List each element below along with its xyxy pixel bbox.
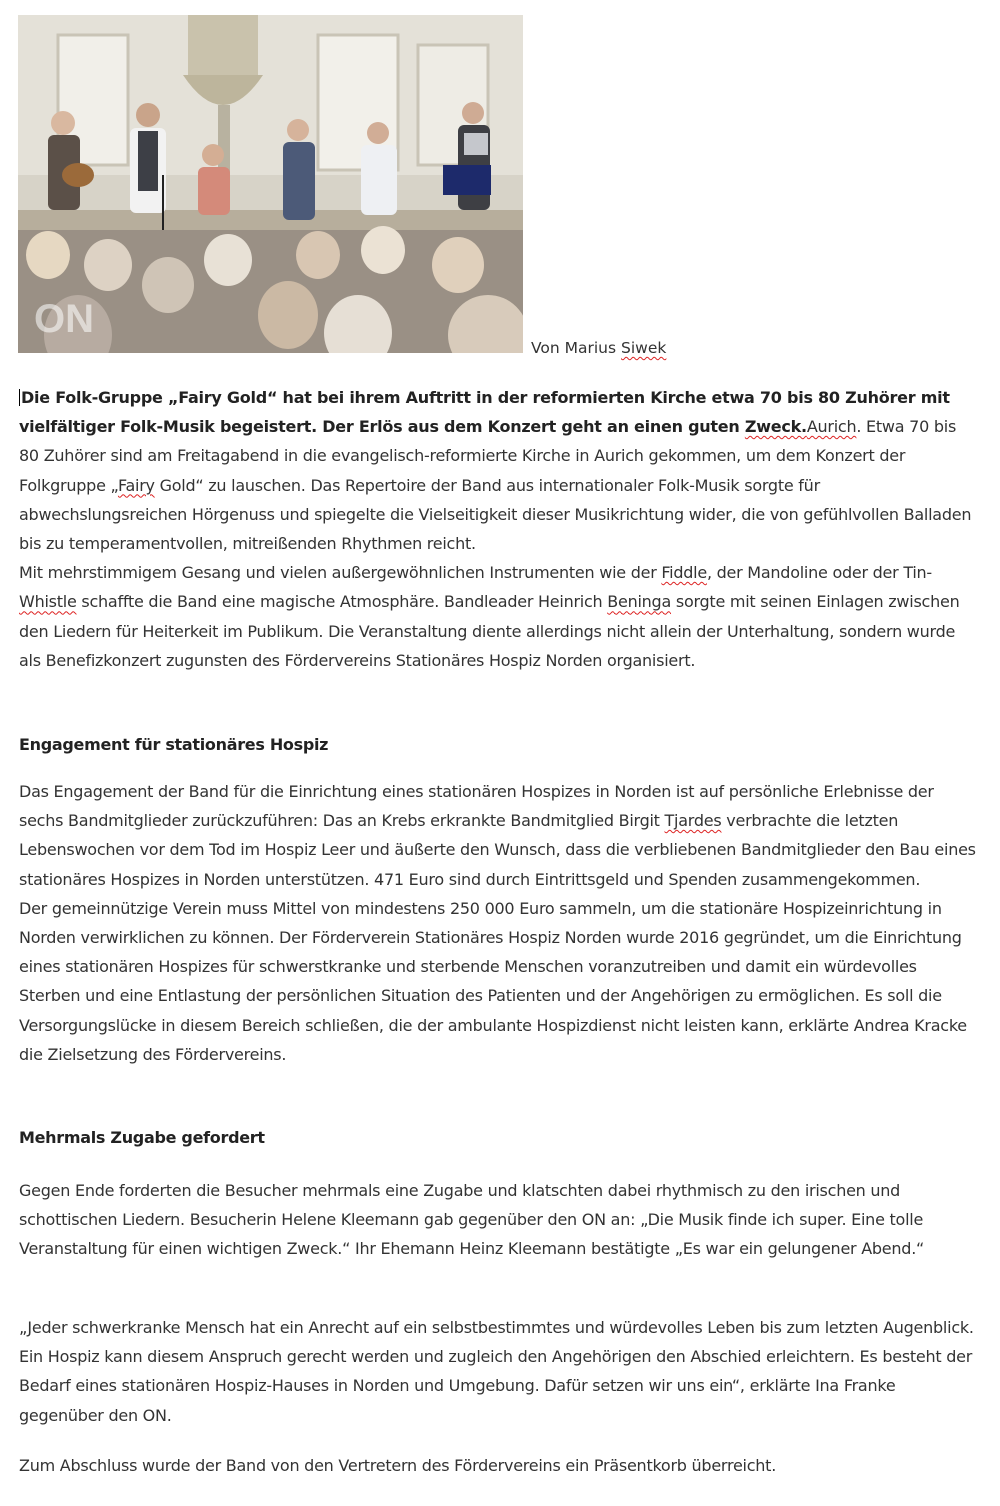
heading-zugabe: Mehrmals Zugabe gefordert <box>19 1128 265 1147</box>
text-cursor <box>19 389 20 406</box>
paragraph-engagement <box>19 777 979 1069</box>
para2-a: Mit mehrstimmigem Gesang und vielen außergewöhnlichen Instrumenten wie der <box>19 563 662 583</box>
para3-b: verbrachte die letzten Lebenswochen vor dem Tod im Hospiz Leer und äußerte den Wunsch, dass die verbliebenen Bandmitglieder den Bau eines stationäres Hospizes in Norden unterstützen. 471 Euro sind durch Eintrittsgeld und Spenden zusammengekommen. <box>19 811 976 889</box>
para2-beninga: Beninga <box>607 592 672 612</box>
para2-whistle: Whistle <box>19 592 77 612</box>
paragraph-verein: Der gemeinnützige Verein muss Mittel von mindestens 250 000 Euro sammeln, um die stationäre Hospizeinrichtung in Norden verwirklichen zu können. Der Förderverein Stationäres Hospiz Norden wurde 2016 gegründet, um die Einrichtung eines stationären Hospizes für schwerstkranke und sterbende Menschen voranzutreiben und damit ein würdevolles Sterben und eine Entlastung der persönlichen Situation des Patienten und der Angehörigen zu ermöglichen. Es soll die Versorgungslücke in diesem Bereich schließen, die der ambulante Hospizdienst nicht leisten kann, erklärte Andrea Kracke die Zielsetzung des Fördervereins. <box>19 898 967 1064</box>
lead-place: Aurich <box>806 417 857 437</box>
byline-surname: Siwek <box>621 339 667 357</box>
byline <box>531 339 666 357</box>
concert-photo <box>18 15 523 353</box>
para2-d: sorgte mit seinen Einlagen zwischen den Liedern für Heiterkeit im Publikum. Die Veranstaltung diente allerdings nicht allein der Unterhaltung, sondern wurde als Benefizkonzert zugunsten des Fördervereins Stationäres Hospiz Norden organisiert. <box>19 592 960 670</box>
para2-c: schaffte die Band eine magische Atmosphäre. Bandleader Heinrich <box>76 592 608 612</box>
lead-bold: Die Folk-Gruppe „Fairy Gold“ hat bei ihrem Auftritt in der reformierten Kirche etwa 70 bis 80 Zuhörer mit vielfältiger Folk-Musik begeistert. Der Erlös aus dem Konzert geht an einen guten <box>19 388 950 437</box>
lead-paragraph <box>19 383 979 675</box>
para7: Zum Abschluss wurde der Band von den Vertretern des Fördervereins ein Präsentkorb überreicht. <box>19 1456 777 1475</box>
lead-body-a: . Etwa 70 bis 80 Zuhörer sind am Freitagabend in die evangelisch-reformierte Kirche in Aurich gekommen, um dem Konzert der Folkgruppe „ <box>19 417 957 495</box>
paragraph-zugabe <box>19 1176 979 1264</box>
lead-bold-end: Zweck. <box>744 417 807 437</box>
para2-b: , der Mandoline oder der Tin- <box>706 563 932 583</box>
paragraph-instruments <box>19 558 979 675</box>
para5: Gegen Ende forderten die Besucher mehrmals eine Zugabe und klatschten dabei rhythmisch zu den irischen und schottischen Liedern. Besucherin Helene Kleemann gab gegenüber den ON an: „Die Musik finde ich super. Eine tolle Veranstaltung für einen wichtigen Zweck.“ Ihr Ehemann Heinz Kleemann bestätigte „Es war ein gelungener Abend.“ <box>19 1181 925 1259</box>
lead-body-b: Gold“ zu lauschen. Das Repertoire der Band aus internationaler Folk-Musik sorgte für abwechslungsreichen Hörgenuss und spiegelte die Vielseitigkeit dieser Musikrichtung wider, die von gefühlvollen Balladen bis zu temperamentvollen, mitreißenden Rhythmen reicht. <box>19 475 972 554</box>
para3-a: Das Engagement der Band für die Einrichtung eines stationären Hospizes in Norden ist auf persönliche Erlebnisse der sechs Bandmitglieder zurückzuführen: Das an Krebs erkrankte Bandmitglied Birgit <box>19 782 934 831</box>
heading-engagement: Engagement für stationäres Hospiz <box>19 735 329 754</box>
byline-prefix: Von Marius <box>531 339 622 357</box>
para2-fiddle: Fiddle <box>661 563 707 583</box>
paragraph-closing <box>19 1451 979 1480</box>
paragraph-quote <box>19 1313 979 1430</box>
para6: „Jeder schwerkranke Mensch hat ein Anrecht auf ein selbstbestimmtes und würdevolles Leben bis zum letzten Augenblick. Ein Hospiz kann diesem Anspruch gerecht werden und zugleich den Angehörigen den Abschied erleichtern. Es besteht der Bedarf eines stationären Hospiz-Hauses in Norden und Umgebung. Dafür setzen wir uns ein“, erklärte Ina Franke gegenüber den ON. <box>19 1318 974 1425</box>
lead-fairy: Fairy <box>117 475 155 495</box>
photo-watermark: ON <box>34 297 94 341</box>
para3-tjardes: Tjardes <box>664 811 722 831</box>
